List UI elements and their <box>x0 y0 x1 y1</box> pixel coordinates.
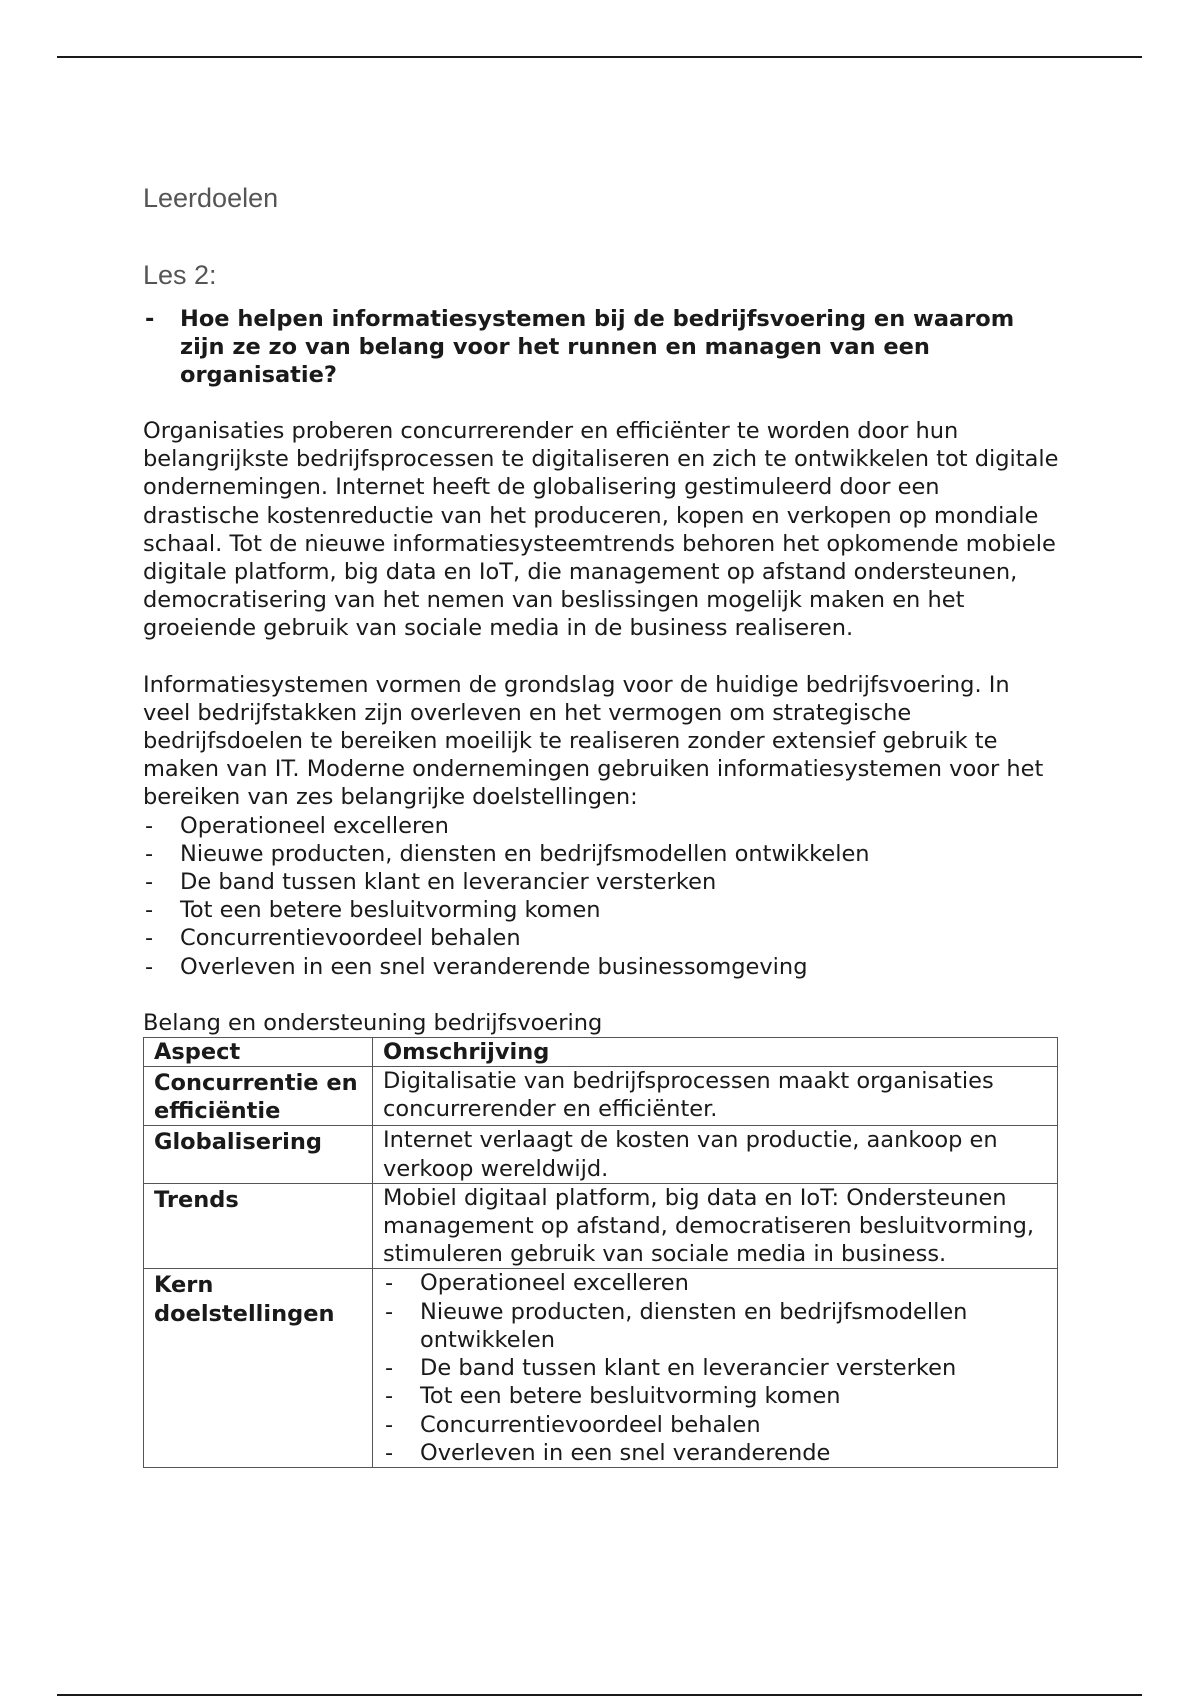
footer-rule <box>57 1694 1142 1696</box>
description-cell: Internet verlaagt de kosten van productie, aankoop en verkoop wereldwijd. <box>373 1126 1058 1183</box>
goal-item: - Overleven in een snel veranderende businessomgeving <box>143 953 1063 981</box>
description-cell: Digitalisatie van bedrijfsprocessen maakt organisaties concurrerender en efficiënter. <box>373 1067 1058 1126</box>
core-goal-item: - Concurrentievoordeel behalen <box>383 1411 1051 1439</box>
goals-list <box>143 812 1063 981</box>
goal-item: - Concurrentievoordeel behalen <box>143 924 1063 952</box>
goal-item: - Tot een betere besluitvorming komen <box>143 896 1063 924</box>
aspect-cell: Trends <box>144 1183 373 1269</box>
goal-item: - De band tussen klant en leverancier versterken <box>143 868 1063 896</box>
core-goals-list <box>383 1269 1051 1466</box>
table-row <box>144 1269 1058 1467</box>
description-cell: Mobiel digitaal platform, big data en IoT: Ondersteunen management op afstand, democratiseren besluitvorming, stimuleren gebruik van sociale media in business. <box>373 1183 1058 1269</box>
aspect-cell: Concurrentie en efficiëntie <box>144 1067 373 1126</box>
page-content <box>143 180 1063 1468</box>
column-header-aspect: Aspect <box>144 1037 373 1066</box>
aspect-cell: Kern doelstellingen <box>144 1269 373 1467</box>
aspect-cell: Globalisering <box>144 1126 373 1183</box>
table-row <box>144 1183 1058 1269</box>
goal-item: - Nieuwe producten, diensten en bedrijfsmodellen ontwikkelen <box>143 840 1063 868</box>
question-item: - Hoe helpen informatiesystemen bij de bedrijfsvoering en waarom zijn ze zo van belang voor het runnen en managen van een organisatie? <box>143 305 1063 389</box>
core-goal-item: - Nieuwe producten, diensten en bedrijfsmodellen ontwikkelen <box>383 1298 1051 1354</box>
table-row <box>144 1126 1058 1183</box>
page-title: Leerdoelen <box>143 183 279 213</box>
table-header-row <box>144 1037 1058 1066</box>
core-goal-item: - Overleven in een snel veranderende <box>383 1439 1051 1467</box>
header-rule <box>57 56 1142 58</box>
core-goal-item: - Operationeel excelleren <box>383 1269 1051 1297</box>
lesson-heading: Les 2: <box>143 260 217 290</box>
goal-item: - Operationeel excelleren <box>143 812 1063 840</box>
core-goal-item: - Tot een betere besluitvorming komen <box>383 1382 1051 1410</box>
table-row <box>144 1067 1058 1126</box>
column-header-description: Omschrijving <box>373 1037 1058 1066</box>
paragraph: Organisaties proberen concurrerender en efficiënter te worden door hun belangrijkste bedrijfsprocessen te digitaliseren en zich te ontwikkelen tot digitale ondernemingen. Internet heeft de globalisering gestimuleerd door een drastische kostenreductie van het produceren, kopen en verkopen op mondiale schaal. Tot de nieuwe informatiesysteemtrends behoren het opkomende mobiele digitale platform, big data en IoT, die management op afstand ondersteunen, democratisering van het nemen van beslissingen mogelijk maken en het groeiende gebruik van sociale media in de business realiseren. <box>143 418 1059 642</box>
description-cell <box>373 1269 1058 1467</box>
paragraph: Informatiesystemen vormen de grondslag voor de huidige bedrijfsvoering. In veel bedrijfstakken zijn overleven en het vermogen om strategische bedrijfsdoelen te bereiken moeilijk te realiseren zonder extensief gebruik te maken van IT. Moderne ondernemingen gebruiken informatiesystemen voor het bereiken van zes belangrijke doelstellingen: <box>143 671 1044 811</box>
table-caption: Belang en ondersteuning bedrijfsvoering <box>143 1009 603 1036</box>
core-goal-item: - De band tussen klant en leverancier versterken <box>383 1354 1051 1382</box>
info-table <box>143 1037 1058 1468</box>
question-list <box>143 305 1063 389</box>
